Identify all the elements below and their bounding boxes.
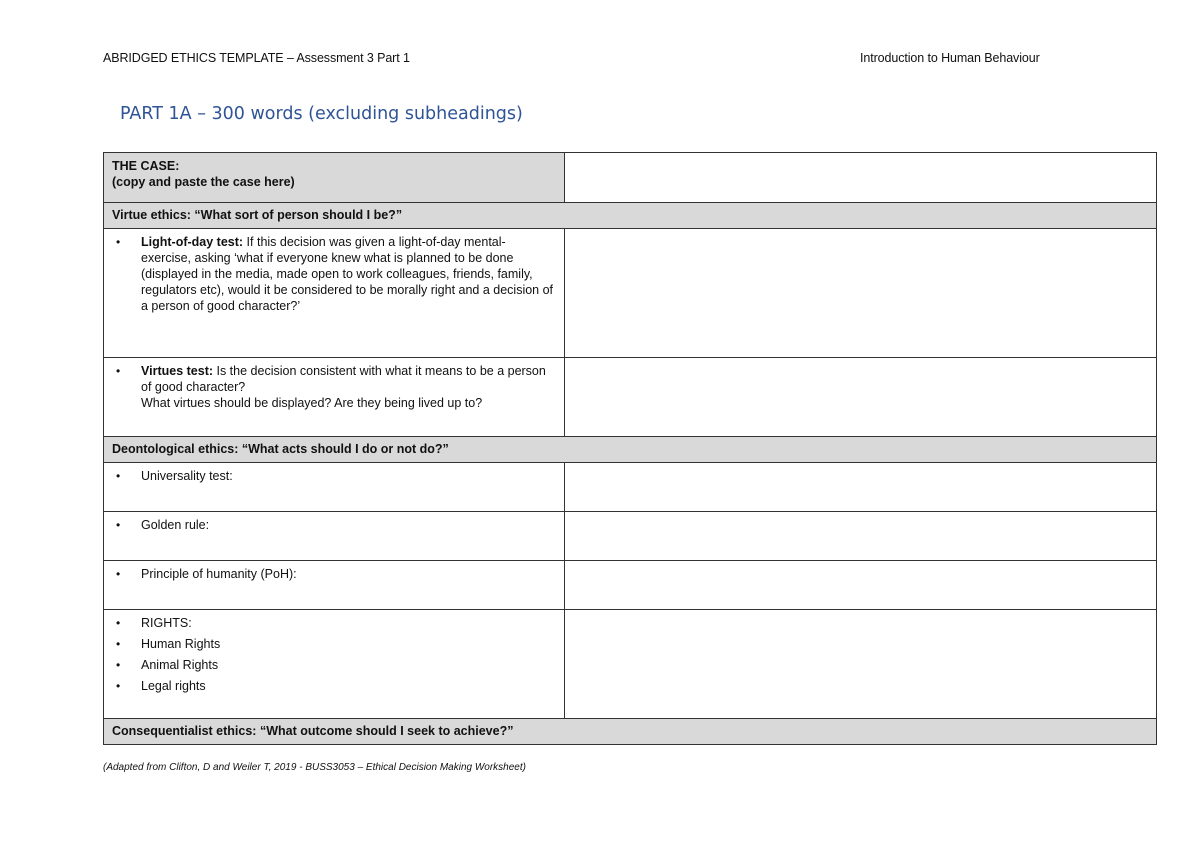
rights-row bbox=[104, 610, 1157, 719]
ethics-template-table bbox=[103, 152, 1157, 745]
virtues-test-question-cell bbox=[104, 358, 565, 437]
rights-answer-cell[interactable] bbox=[565, 610, 1157, 719]
poh-item bbox=[104, 566, 554, 582]
virtues-test-text: Is the decision consistent with what it means to be a person of good character? bbox=[141, 364, 546, 394]
poh-answer-cell[interactable] bbox=[565, 561, 1157, 610]
case-answer-cell[interactable] bbox=[565, 153, 1157, 203]
light-of-day-answer-cell[interactable] bbox=[565, 229, 1157, 358]
source-citation: (Adapted from Clifton, D and Weiler T, 2019 - BUSS3053 – Ethical Decision Making Worksheet) bbox=[103, 762, 526, 773]
consequentialist-section-row bbox=[104, 719, 1157, 745]
bullet-icon: • bbox=[116, 235, 121, 249]
deontological-section-row bbox=[104, 437, 1157, 463]
universality-answer-cell[interactable] bbox=[565, 463, 1157, 512]
bullet-icon: • bbox=[116, 658, 121, 672]
virtues-test-item bbox=[104, 363, 554, 411]
golden-rule-label: Golden rule: bbox=[141, 518, 210, 532]
golden-rule-question-cell bbox=[104, 512, 565, 561]
virtues-test-label: Virtues test: bbox=[141, 364, 214, 378]
light-of-day-label: Light-of-day test: bbox=[141, 235, 244, 249]
virtues-test-text-line2: What virtues should be displayed? Are they being lived up to? bbox=[141, 396, 483, 410]
virtue-section-row bbox=[104, 203, 1157, 229]
light-of-day-text: If this decision was given a light-of-day mental-exercise, asking ‘what if everyone knew what is planned to be done (displayed in the media, made open to work colleagues, friends, family, regulators etc), would it be considered to be morally right and a decision of a person of good character?’ bbox=[141, 235, 554, 313]
virtue-ethics-heading: Virtue ethics: “What sort of person should I be?” bbox=[104, 203, 1157, 229]
universality-item bbox=[104, 468, 554, 484]
deontological-ethics-heading: Deontological ethics: “What acts should I do or not do?” bbox=[104, 437, 1157, 463]
human-rights-item bbox=[104, 634, 554, 655]
golden-rule-row bbox=[104, 512, 1157, 561]
universality-row bbox=[104, 463, 1157, 512]
case-instruction: (copy and paste the case here) bbox=[112, 175, 295, 189]
golden-rule-answer-cell[interactable] bbox=[565, 512, 1157, 561]
virtues-test-answer-cell[interactable] bbox=[565, 358, 1157, 437]
consequentialist-ethics-heading: Consequentialist ethics: “What outcome should I seek to achieve?” bbox=[104, 719, 1157, 745]
header-left-title: ABRIDGED ETHICS TEMPLATE – Assessment 3 Part 1 bbox=[103, 51, 410, 65]
human-rights-label: Human Rights bbox=[141, 637, 221, 651]
virtues-test-row bbox=[104, 358, 1157, 437]
golden-rule-item bbox=[104, 517, 554, 533]
case-row bbox=[104, 153, 1157, 203]
light-of-day-question-cell bbox=[104, 229, 565, 358]
bullet-icon: • bbox=[116, 616, 121, 630]
bullet-icon: • bbox=[116, 364, 121, 378]
legal-rights-label: Legal rights bbox=[141, 679, 206, 693]
poh-label: Principle of humanity (PoH): bbox=[141, 567, 297, 581]
light-of-day-row bbox=[104, 229, 1157, 358]
header-right-title: Introduction to Human Behaviour bbox=[860, 51, 1040, 65]
rights-label: RIGHTS: bbox=[141, 616, 192, 630]
bullet-icon: • bbox=[116, 679, 121, 693]
page-title: PART 1A – 300 words (excluding subheadings) bbox=[120, 104, 523, 124]
legal-rights-item bbox=[104, 676, 554, 697]
poh-row bbox=[104, 561, 1157, 610]
universality-question-cell bbox=[104, 463, 565, 512]
case-label-cell bbox=[104, 153, 565, 203]
rights-question-cell bbox=[104, 610, 565, 719]
bullet-icon: • bbox=[116, 518, 121, 532]
universality-label: Universality test: bbox=[141, 469, 233, 483]
light-of-day-item bbox=[104, 234, 554, 314]
animal-rights-item bbox=[104, 655, 554, 676]
animal-rights-label: Animal Rights bbox=[141, 658, 219, 672]
bullet-icon: • bbox=[116, 637, 121, 651]
bullet-icon: • bbox=[116, 469, 121, 483]
poh-question-cell bbox=[104, 561, 565, 610]
bullet-icon: • bbox=[116, 567, 121, 581]
case-label: THE CASE: bbox=[112, 159, 180, 173]
rights-item bbox=[104, 613, 554, 634]
